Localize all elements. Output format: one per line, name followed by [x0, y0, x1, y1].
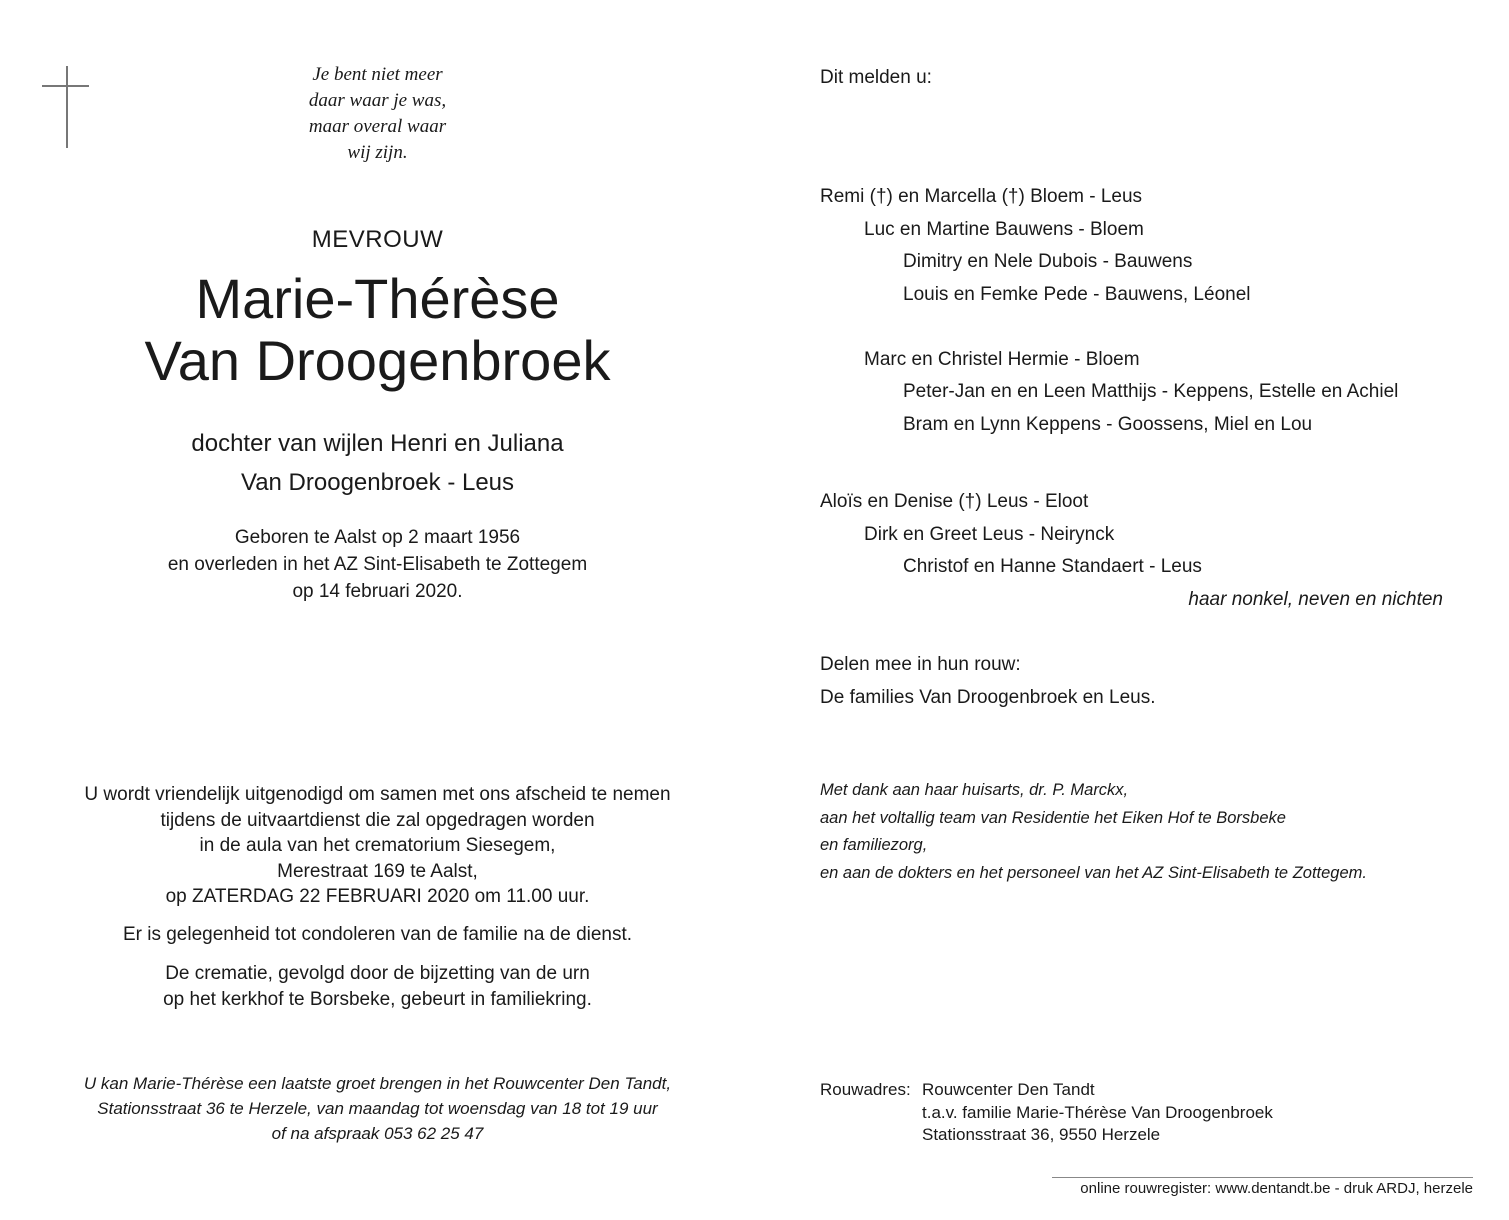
visit-note: [60, 1071, 695, 1146]
family-head: Remi (†) en Marcella (†) Bloem - Leus: [820, 186, 1143, 207]
condolence-note: Er is gelegenheid tot condoleren van de familie na de dienst.: [122, 924, 633, 945]
poem: [230, 62, 525, 166]
deceased-name: [60, 268, 695, 392]
thanks-note: [820, 777, 1367, 887]
poem-line: daar waar je was,: [308, 90, 447, 111]
invitation-line: tijdens de uitvaartdienst die zal opgedragen worden: [160, 809, 595, 831]
share-line: Delen mee in hun rouw:: [820, 654, 1021, 675]
last-name: Van Droogenbroek: [144, 329, 611, 392]
footer-credit: online rouwregister: www.dentandt.be - druk ARDJ, herzele: [1080, 1180, 1473, 1197]
born-line: Geboren te Aalst op 2 maart 1956: [234, 527, 521, 548]
parents-line: dochter van wijlen Henri en Juliana: [191, 430, 564, 457]
family-relation: haar nonkel, neven en nichten: [1188, 588, 1443, 610]
visit-line: U kan Marie-Thérèse een laatste groet brengen in het Rouwcenter Den Tandt,: [83, 1074, 672, 1093]
parents-line: Van Droogenbroek - Leus: [240, 469, 515, 496]
honorific: MEVROUW: [311, 226, 444, 253]
cross-icon-bar: [42, 85, 89, 87]
poem-line: wij zijn.: [347, 142, 408, 163]
thanks-line: en familiezorg,: [820, 836, 928, 854]
family-member: Peter-Jan en en Leen Matthijs - Keppens, Estelle en Achiel: [903, 381, 1399, 402]
address-line: t.a.v. familie Marie-Thérèse Van Droogenbroek: [922, 1102, 1273, 1122]
visit-line: Stationsstraat 36 te Herzele, van maandag tot woensdag van 18 tot 19 uur: [97, 1099, 658, 1118]
parents: [60, 424, 695, 502]
address-label: Rouwadres:: [820, 1080, 911, 1099]
shared-mourning: [820, 649, 1156, 714]
family-member: Bram en Lynn Keppens - Goossens, Miel en Lou: [903, 413, 1313, 435]
share-line: De families Van Droogenbroek en Leus.: [820, 686, 1156, 708]
mourning-address: [820, 1079, 1273, 1147]
thanks-line: Met dank aan haar huisarts, dr. P. Marckx,: [820, 781, 1129, 799]
visit-line: of na afspraak 053 62 25 47: [271, 1124, 484, 1143]
thanks-line: aan het voltallig team van Residentie het Eiken Hof te Borsbeke: [820, 808, 1286, 827]
family-member: Dirk en Greet Leus - Neirynck: [864, 523, 1115, 545]
born-line: en overleden in het AZ Sint-Elisabeth te Zottegem: [167, 554, 588, 575]
family-member: Louis en Femke Pede - Bauwens, Léonel: [903, 283, 1251, 305]
invitation-line: in de aula van het crematorium Siesegem,: [199, 835, 556, 856]
family-member: Marc en Christel Hermie - Bloem: [864, 348, 1140, 370]
poem-line: Je bent niet meer: [312, 64, 443, 85]
funeral-invitation: [60, 782, 695, 910]
announcement-intro: Dit melden u:: [820, 67, 932, 88]
invitation-line: Merestraat 169 te Aalst,: [277, 860, 478, 882]
cremation-line: op het kerkhof te Borsbeke, gebeurt in familiekring.: [163, 988, 592, 1010]
first-name: Marie-Thérèse: [195, 267, 560, 330]
poem-line: maar overal waar: [308, 116, 447, 137]
cremation-note: [60, 961, 695, 1012]
birth-death-info: [60, 524, 695, 605]
thanks-line: en aan de dokters en het personeel van het AZ Sint-Elisabeth te Zottegem.: [820, 863, 1367, 882]
address-line: Rouwcenter Den Tandt: [922, 1080, 1095, 1099]
family-list: [820, 181, 1443, 616]
cremation-line: De crematie, gevolgd door de bijzetting van de urn: [165, 963, 590, 984]
invitation-line: op ZATERDAG 22 FEBRUARI 2020 om 11.00 uur.: [165, 886, 590, 907]
family-head: Aloïs en Denise (†) Leus - Eloot: [820, 491, 1089, 512]
footer-divider: [1052, 1177, 1473, 1178]
address-line: Stationsstraat 36, 9550 Herzele: [922, 1125, 1161, 1144]
invitation-line: U wordt vriendelijk uitgenodigd om samen met ons afscheid te nemen: [84, 784, 671, 805]
family-member: Dimitry en Nele Dubois - Bauwens: [903, 251, 1193, 272]
cross-icon: [66, 66, 68, 148]
born-line: op 14 februari 2020.: [292, 581, 463, 602]
family-member: Christof en Hanne Standaert - Leus: [903, 556, 1202, 577]
family-member: Luc en Martine Bauwens - Bloem: [864, 218, 1144, 240]
